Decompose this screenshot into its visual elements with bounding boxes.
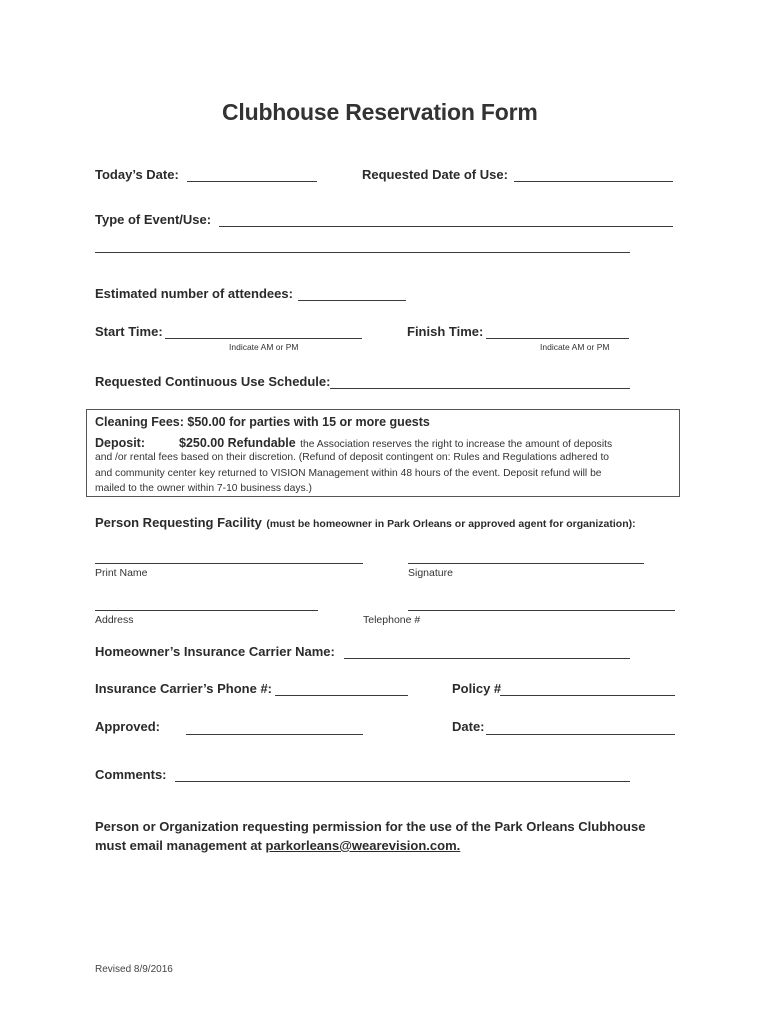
date-field[interactable] bbox=[486, 734, 675, 735]
print-name-field[interactable] bbox=[95, 563, 363, 564]
comments-label: Comments: bbox=[95, 767, 167, 782]
carrier-phone-label: Insurance Carrier’s Phone #: bbox=[95, 681, 273, 696]
page-title: Clubhouse Reservation Form bbox=[222, 99, 538, 125]
policy-label: Policy # bbox=[452, 681, 502, 696]
deposit-row bbox=[95, 434, 612, 452]
continuous-schedule-label: Requested Continuous Use Schedule: bbox=[95, 374, 331, 389]
type-of-event-field-line2[interactable] bbox=[95, 252, 630, 253]
type-of-event-field[interactable] bbox=[219, 226, 673, 227]
signature-label: Signature bbox=[408, 567, 453, 579]
requester-heading: Person Requesting Facility bbox=[95, 515, 262, 530]
requester-heading-row bbox=[95, 514, 636, 532]
fees-text-line2: and /or rental fees based on their discretion. (Refund of deposit contingent on: Rules and Regulations adhered to bbox=[95, 452, 610, 463]
email-notice-line1: Person or Organization requesting permission for the use of the Park Orleans Clubhouse bbox=[95, 819, 646, 834]
requester-heading-note: (must be homeowner in Park Orleans or approved agent for organization): bbox=[266, 518, 636, 530]
address-label: Address bbox=[95, 614, 134, 626]
requested-date-label: Requested Date of Use: bbox=[362, 167, 508, 182]
deposit-amount: $250.00 Refundable bbox=[179, 436, 296, 450]
policy-field[interactable] bbox=[500, 695, 675, 696]
telephone-label: Telephone # bbox=[363, 614, 421, 626]
comments-field[interactable] bbox=[175, 781, 630, 782]
insurance-carrier-field[interactable] bbox=[344, 658, 630, 659]
start-time-label: Start Time: bbox=[95, 324, 163, 339]
approved-field[interactable] bbox=[186, 734, 363, 735]
finish-time-field[interactable] bbox=[486, 338, 629, 339]
cleaning-fees-text: Cleaning Fees: $50.00 for parties with 15 or more guests bbox=[95, 415, 430, 429]
print-name-label: Print Name bbox=[95, 567, 148, 579]
fees-box bbox=[86, 409, 680, 497]
carrier-phone-field[interactable] bbox=[275, 695, 408, 696]
attendees-label: Estimated number of attendees: bbox=[95, 286, 293, 301]
email-notice-prefix: must email management at bbox=[95, 838, 266, 853]
start-time-field[interactable] bbox=[165, 338, 362, 339]
todays-date-field[interactable] bbox=[187, 181, 317, 182]
approved-label: Approved: bbox=[95, 719, 160, 734]
finish-time-ampm-hint: Indicate AM or PM bbox=[540, 342, 610, 352]
start-time-ampm-hint: Indicate AM or PM bbox=[229, 342, 299, 352]
address-field[interactable] bbox=[95, 610, 318, 611]
deposit-text: the Association reserves the right to increase the amount of deposits bbox=[300, 439, 613, 450]
finish-time-label: Finish Time: bbox=[407, 324, 484, 339]
telephone-field[interactable] bbox=[408, 610, 675, 611]
fees-text-line4: mailed to the owner within 7-10 business days.) bbox=[95, 483, 312, 494]
continuous-schedule-field[interactable] bbox=[330, 388, 630, 389]
revised-date: Revised 8/9/2016 bbox=[95, 964, 173, 975]
attendees-field[interactable] bbox=[298, 300, 406, 301]
management-email-link[interactable]: parkorleans@wearevision.com. bbox=[265, 838, 461, 853]
fees-text-line3: and community center key returned to VISION Management within 48 hours of the event. Deposit refund will be bbox=[95, 468, 602, 479]
type-of-event-label: Type of Event/Use: bbox=[95, 212, 212, 227]
todays-date-label: Today’s Date: bbox=[95, 167, 179, 182]
deposit-label: Deposit: bbox=[95, 436, 145, 450]
email-notice-line2 bbox=[95, 838, 460, 853]
date-label: Date: bbox=[452, 719, 485, 734]
insurance-carrier-label: Homeowner’s Insurance Carrier Name: bbox=[95, 644, 335, 659]
requested-date-field[interactable] bbox=[514, 181, 673, 182]
signature-field[interactable] bbox=[408, 563, 644, 564]
